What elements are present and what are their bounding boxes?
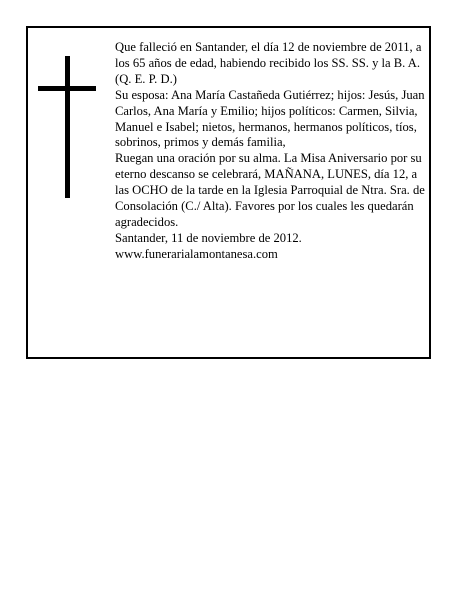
death-announcement: Que falleció en Santander, el día 12 de noviembre de 2011, a los 65 años de edad, habiendo recibido los SS. SS. y la B. A. (115, 40, 422, 70)
funeral-home-website: www.funerarialamontanesa.com (115, 246, 278, 261)
cross-vertical-bar (65, 56, 70, 198)
place-and-date: Santander, 11 de noviembre de 2012. (115, 230, 302, 245)
notice-text (115, 40, 425, 263)
latin-cross-icon (38, 56, 96, 198)
rip-abbreviation: (Q. E. P. D.) (115, 71, 177, 86)
family-list: Su esposa: Ana María Castañeda Gutiérrez; hijos: Jesús, Juan Carlos, Ana María y Emilio; hijos políticos: Carmen, Silvia, Manuel e Isabel; nietos, hermanos, hermanos políticos, tíos, sobrinos, primos y demás familia, (115, 87, 425, 150)
obituary-notice (26, 26, 431, 359)
mass-announcement: Ruegan una oración por su alma. La Misa Aniversario por su eterno descanso se celebrará, MAÑANA, LUNES, día 12, a las OCHO de la tarde en la Iglesia Parroquial de Ntra. Sra. de Consolación (C./ Alta). Favores por los cuales les quedarán agradecidos. (115, 151, 425, 229)
cross-horizontal-bar (38, 86, 96, 91)
